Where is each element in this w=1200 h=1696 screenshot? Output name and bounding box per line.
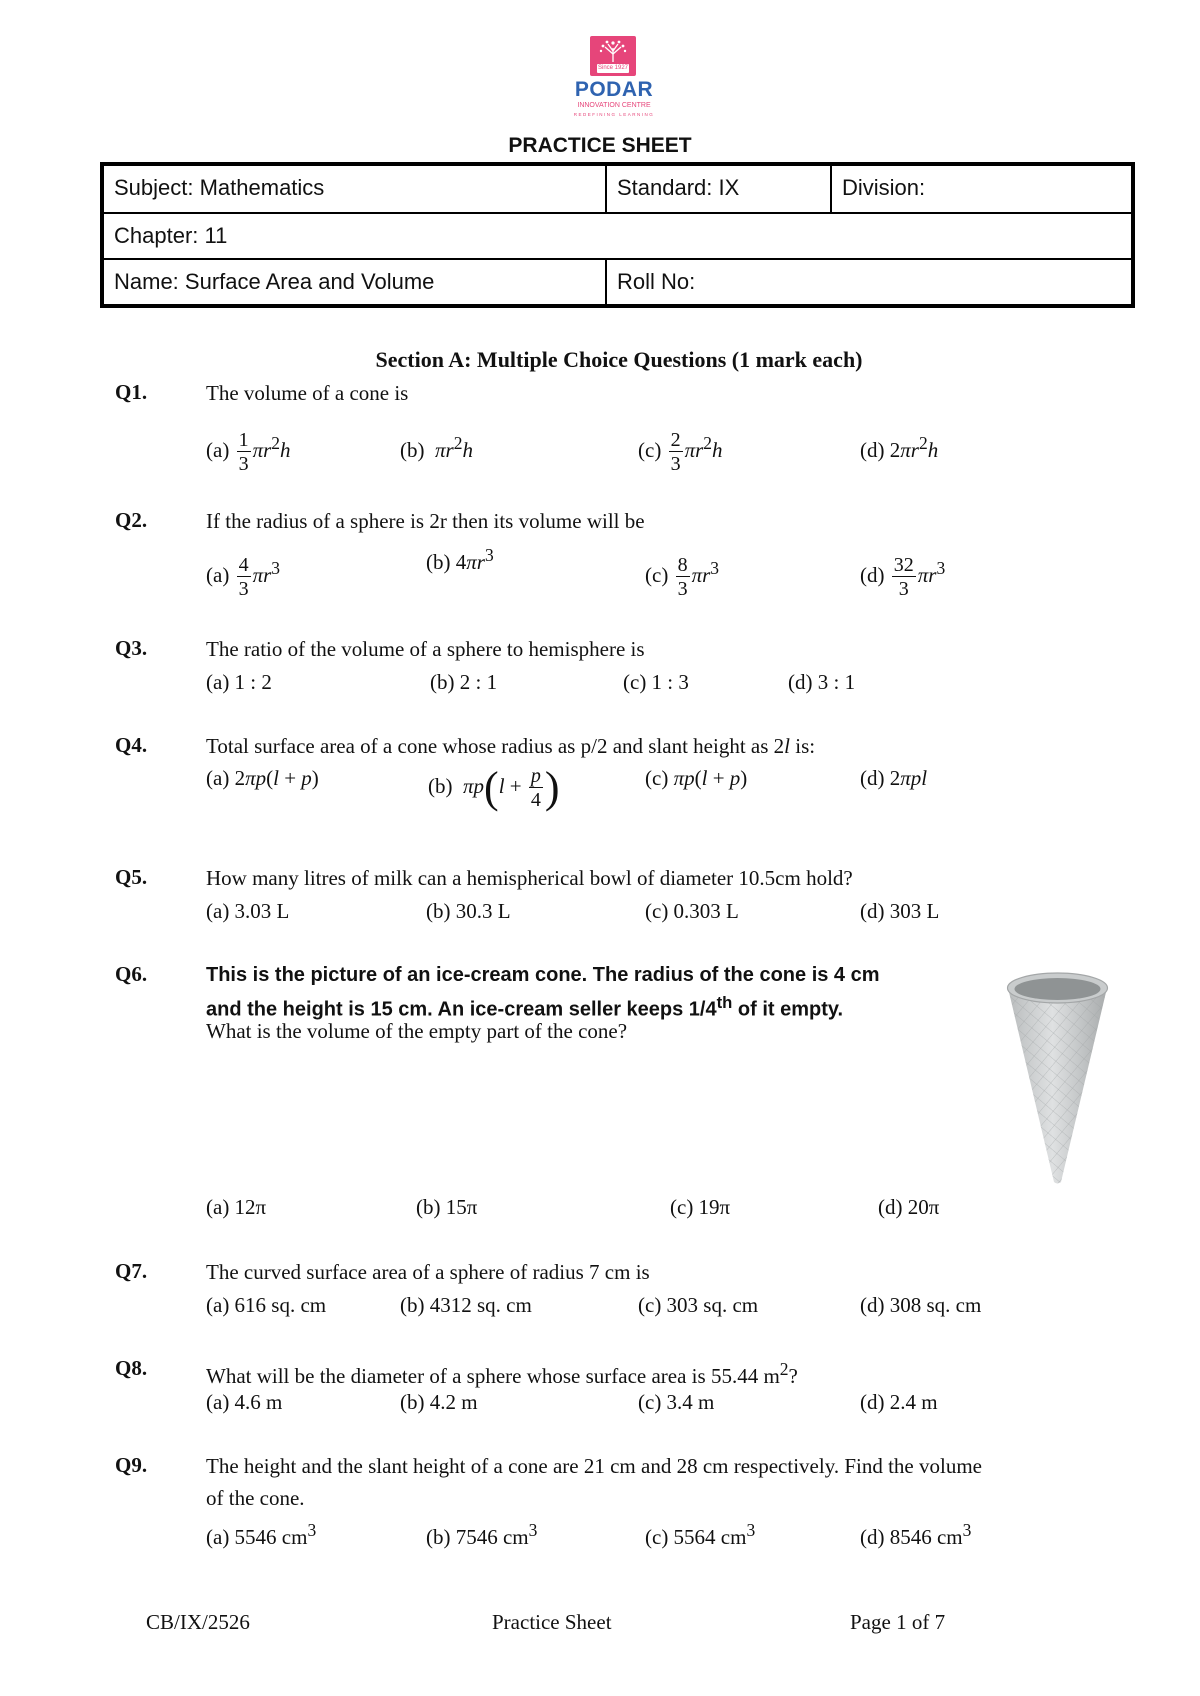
option-c: (c) $\frac{8}{3}$ $\pi r^3$	[645, 554, 720, 601]
question-text: The curved surface area of a sphere of radius 7 cm is	[206, 1260, 650, 1284]
option-c: (c) 19π	[670, 1195, 731, 1219]
question-text-line1: The height and the slant height of a cone are 21 cm and 28 cm respectively. Find the volume	[206, 1454, 982, 1478]
info-row	[104, 166, 1131, 212]
info-table	[100, 162, 1135, 308]
option-c: (c) 3.4 m	[638, 1390, 715, 1414]
option-c: (c) 0.303 L	[645, 899, 739, 923]
option-d: (d) $2\pi r^2h$	[860, 433, 939, 462]
question-number: Q1.	[115, 380, 148, 404]
subject-cell: Subject: Mathematics	[104, 166, 607, 212]
sheet-title: PRACTICE SHEET	[508, 134, 692, 157]
question-text: What will be the diameter of a sphere whose surface area is 55.44 $m^2$?	[206, 1359, 798, 1388]
fraction: $\frac{4}{3}$	[238, 554, 249, 601]
option-b: (b) 30.3 L	[426, 899, 511, 923]
option-label: (c)	[645, 766, 669, 790]
option-d: (d) 8546 $cm^3$	[860, 1520, 972, 1549]
question-text: The ratio of the volume of a sphere to hemisphere is	[206, 637, 645, 661]
option-label: (c)	[638, 438, 662, 462]
logo-tagline: REDEFINING LEARNING	[573, 112, 655, 117]
option-d: (d) 20π	[878, 1195, 940, 1219]
option-label: (b)	[428, 773, 453, 798]
roll-cell: Roll No:	[617, 269, 696, 294]
option-label: (b)	[426, 550, 451, 574]
section-title: Section A: Multiple Choice Questions (1 mark each)	[375, 347, 863, 372]
option-a: (a) 2πp(l + p)	[206, 766, 319, 790]
question-number: Q7.	[115, 1259, 148, 1283]
option-c: (c) 5564 $cm^3$	[645, 1520, 756, 1549]
option-c: (c) $\frac{2}{3}$ $\pi r^2h$	[638, 429, 723, 476]
option-c: (c) 303 sq. cm	[638, 1293, 759, 1317]
option-b: (b) πp(l + $\frac{p}{4}$ )	[428, 763, 560, 812]
option-label: (a)	[206, 438, 230, 462]
question-text: The volume of a cone is	[206, 381, 409, 405]
question-number: Q5.	[115, 865, 148, 889]
info-row	[104, 258, 1131, 304]
option-d: (d) 2.4 m	[860, 1390, 938, 1414]
option-a: (a) 616 sq. cm	[206, 1293, 327, 1317]
question-text-line2: of the cone.	[206, 1486, 305, 1510]
question-text: How many litres of milk can a hemispherical bowl of diameter 10.5cm hold?	[206, 866, 853, 890]
logo-since: Since 1927	[597, 65, 629, 71]
option-label: (b)	[400, 438, 425, 462]
fraction: $\frac{p}{4}$	[530, 765, 541, 811]
option-a: (a) 1 : 2	[206, 670, 272, 694]
option-c: (c) πp(l + p)	[645, 766, 748, 790]
question-number: Q2.	[115, 508, 148, 532]
page-number: Page 1 of 7	[850, 1610, 946, 1634]
option-a: (a) $\frac{1}{3}$ $\pi r^2h$	[206, 429, 291, 476]
info-row	[104, 212, 1131, 258]
ice-cream-cone-image	[1005, 966, 1110, 1186]
option-d: (d) 3 : 1	[788, 670, 856, 694]
question-number: Q8.	[115, 1356, 148, 1380]
chapter-cell: Chapter: 11	[114, 223, 228, 248]
option-label: (a)	[206, 766, 230, 790]
option-b: (b) $4\pi r^3$	[426, 545, 494, 574]
option-b: (b) 7546 $cm^3$	[426, 1520, 538, 1549]
option-a: (a) 12π	[206, 1195, 267, 1219]
fraction: $\frac{1}{3}$	[238, 429, 249, 476]
fraction: $\frac{2}{3}$	[670, 429, 681, 476]
option-label: (a)	[206, 563, 230, 587]
option-label: (d)	[860, 766, 885, 790]
option-a: (a) 3.03 L	[206, 899, 290, 923]
footer-code: CB/IX/2526	[146, 1610, 250, 1634]
question-number: Q6.	[115, 962, 148, 986]
option-label: (d)	[860, 438, 885, 462]
option-d: (d) 303 L	[860, 899, 940, 923]
option-b: (b) $\pi r^2h$	[400, 433, 473, 462]
option-d: (d) 2πpl	[860, 766, 928, 790]
option-label: (d)	[860, 563, 885, 587]
podar-logo	[562, 36, 666, 124]
question-text-line1: This is the picture of an ice-cream cone. The radius of the cone is 4 cm	[206, 964, 880, 986]
option-a: (a) $\frac{4}{3}$ $\pi r^3$	[206, 554, 281, 601]
logo-name: PODAR	[574, 78, 654, 101]
question-number: Q4.	[115, 733, 148, 757]
option-b: (b) 4312 sq. cm	[400, 1293, 532, 1317]
name-cell: Name: Surface Area and Volume	[104, 260, 607, 304]
option-c: (c) 1 : 3	[623, 670, 689, 694]
option-d: (d) $\frac{32}{3}$ $\pi r^3$	[860, 554, 946, 601]
option-b: (b) 2 : 1	[430, 670, 498, 694]
logo-subtitle: INNOVATION CENTRE	[577, 102, 651, 109]
option-b: (b) 4.2 m	[400, 1390, 478, 1414]
option-b: (b) 15π	[416, 1195, 478, 1219]
question-number: Q9.	[115, 1453, 148, 1477]
option-a: (a) 4.6 m	[206, 1390, 283, 1414]
fraction: $\frac{32}{3}$	[893, 554, 914, 601]
division-cell: Division:	[842, 175, 926, 200]
fraction: $\frac{8}{3}$	[677, 554, 688, 601]
question-text: Total surface area of a cone whose radius as p/2 and slant height as 2l is:	[206, 734, 816, 758]
option-a: (a) 5546 $cm^3$	[206, 1520, 317, 1549]
question-text: If the radius of a sphere is 2r then its volume will be	[206, 509, 645, 533]
option-label: (c)	[645, 563, 669, 587]
footer-title: Practice Sheet	[492, 1610, 612, 1634]
standard-cell: Standard: IX	[607, 166, 832, 212]
option-d: (d) 308 sq. cm	[860, 1293, 982, 1317]
question-text-line2: and the height is 15 cm. An ice-cream seller keeps 1/4th of it empty.	[206, 993, 844, 1021]
question-text-line3: What is the volume of the empty part of the cone?	[206, 1019, 628, 1043]
question-number: Q3.	[115, 636, 148, 660]
